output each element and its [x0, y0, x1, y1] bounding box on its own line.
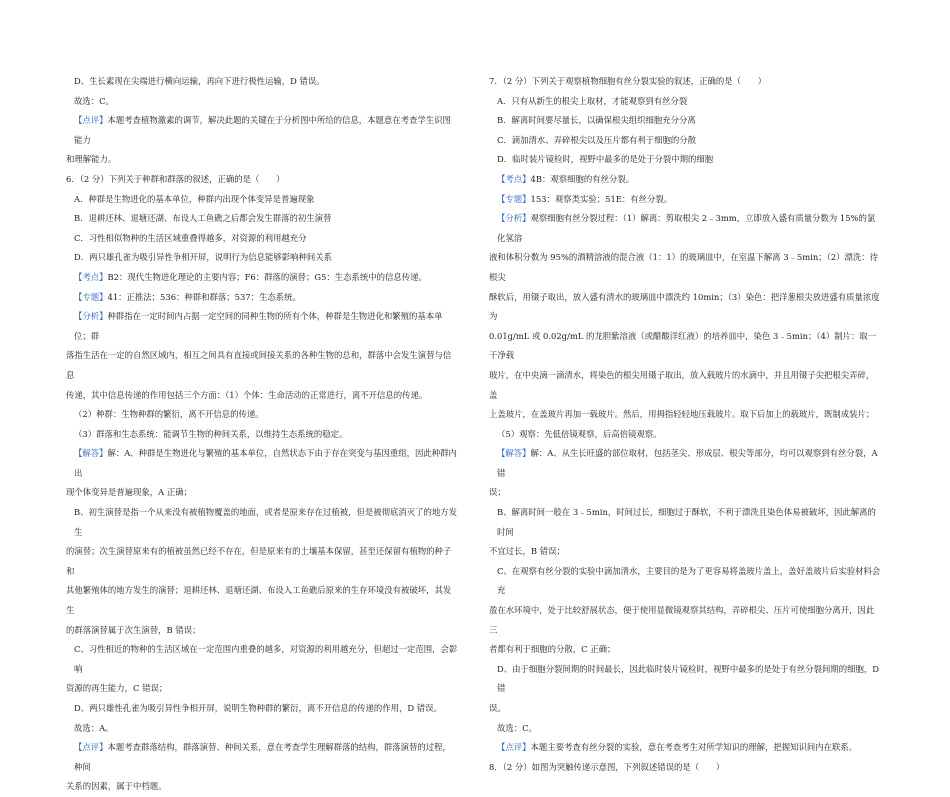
text-line [489, 366, 881, 405]
line-text: 盈在水环境中，处于比较舒展状态，便于使用显微镜观察其结构，弄碎根尖、压片可使细胞分离开，因此三 [489, 605, 875, 635]
section-tag: 【解答】 [74, 448, 108, 459]
line-text: 不宜过长，B 错误； [489, 546, 565, 557]
text-line [66, 581, 458, 620]
line-text: 4B：观察细胞的有丝分裂。 [530, 173, 635, 184]
left-column [66, 72, 458, 797]
line-text: 和理解能力。 [66, 154, 117, 165]
text-line [66, 288, 458, 308]
line-text: 的群落演替属于次生演替，B 错误； [66, 624, 201, 635]
text-line [66, 699, 458, 719]
text-line [66, 777, 458, 797]
line-text: 本题主要考查有丝分裂的实验，意在考查考生对所学知识的理解，把握知识间内在联系。 [530, 742, 858, 753]
line-text: A．种群是生物进化的基本单位，种群内出现个体变异是普遍现象 [74, 193, 315, 204]
text-line [489, 425, 881, 445]
line-text: 其他繁殖体的地方发生的演替；退耕还林、退塘还湖、布设人工鱼礁后原来的生存环境没有被破坏，其发生 [66, 585, 452, 616]
text-line [489, 92, 881, 112]
line-text: 6．（2 分）下列关于种群和群落的叙述，正确的是（ ） [66, 173, 285, 184]
line-text: B2：现代生物进化理论的主要内容；F6：群落的演替；G5：生态系统中的信息传递。 [107, 271, 427, 282]
text-line [489, 327, 881, 366]
text-line [66, 425, 458, 445]
text-line [66, 621, 458, 641]
text-line [489, 72, 881, 92]
section-tag: 【分析】 [74, 311, 108, 322]
text-line [66, 679, 458, 699]
text-line [66, 72, 458, 92]
text-line [66, 209, 458, 229]
text-line [489, 758, 881, 778]
line-text: 上盖玻片，在盖玻片再加一载玻片。然后，用拇指轻轻地压载玻片。取下后加上的载玻片，既制成装片； [489, 409, 875, 420]
text-line [489, 601, 881, 640]
text-line [489, 640, 881, 660]
text-line [489, 660, 881, 699]
text-line [489, 699, 881, 719]
text-line [489, 111, 881, 131]
line-text: 解：A、种群是生物进化与繁殖的基本单位，自然状态下由于存在突变与基因重组，因此种群内出 [74, 448, 457, 478]
line-text: 故选：A。 [74, 722, 114, 733]
text-line [489, 719, 881, 739]
section-tag: 【分析】 [497, 213, 531, 224]
text-line [66, 542, 458, 581]
line-text: 误； [489, 487, 506, 498]
section-tag: 【专题】 [74, 291, 108, 302]
line-text: 误。 [489, 703, 506, 713]
line-text: B．解离时间要尽量长，以确保根尖组织细胞充分分离 [497, 115, 696, 126]
line-text: 酥软后，用镊子取出，放入盛有清水的玻璃皿中漂洗约 10min；（3）染色：把洋葱根尖放进盛有质量浓度为 [489, 291, 880, 322]
section-tag: 【点评】 [74, 742, 108, 753]
text-line [489, 209, 881, 248]
line-text: 现个体变异是普遍现象，A 正确； [66, 487, 192, 498]
line-text: 观察细胞有丝分裂过程：（1）解离：剪取根尖 2﹣3mm，立即放入盛有质量分数为 15%的氯化氢溶 [497, 213, 876, 243]
text-line [66, 229, 458, 249]
line-text: 落指生活在一定的自然区域内，相互之间具有直接或间接关系的各种生物的总和，群落中会发生演替与信息 [66, 350, 452, 380]
text-line [489, 562, 881, 601]
line-text: 8．（2 分）如图为突触传递示意图，下列叙述错误的是（ ） [489, 761, 725, 772]
text-line [489, 288, 881, 327]
text-line [66, 190, 458, 210]
line-text: 本题考查群落结构，群落演替、种间关系，意在考查学生理解群落的结构，群落演替的过程，种间 [74, 742, 451, 772]
line-text: D、两只雄性孔雀为吸引异性争相开屏，说明生物种群的繁衍，离不开信息的传递的作用，D 错误。 [74, 703, 442, 713]
section-tag: 【解答】 [497, 448, 531, 459]
line-text: A．只有从新生的根尖上取材，才能观察到有丝分裂 [497, 95, 688, 106]
section-tag: 【考点】 [497, 173, 531, 184]
line-text: （5）观察：先低倍镜观察，后高倍镜观察。 [497, 428, 662, 439]
line-text: 153：观察类实验；51E：有丝分裂。 [530, 193, 673, 204]
text-line [489, 248, 881, 287]
text-line [66, 248, 458, 268]
text-line [489, 190, 881, 210]
text-line [66, 444, 458, 483]
line-text: 资源的再生能力，C 错误； [66, 683, 168, 694]
section-tag: 【点评】 [74, 115, 108, 126]
text-line [66, 170, 458, 190]
line-text: B、解离时间一般在 3﹣5min，时间过长，细胞过于酥软，不利于漂洗且染色体易被破坏，因此解离的时间 [497, 507, 876, 537]
line-text: C、在观察有丝分裂的实验中滴加清水，主要目的是为了更容易将盖玻片盖上，盖好盖玻片后实验材料会充 [497, 565, 881, 596]
text-line [489, 503, 881, 542]
line-text: 故选：C。 [497, 722, 537, 733]
line-text: 故选：C。 [74, 95, 114, 106]
section-tag: 【考点】 [74, 271, 108, 282]
text-line [66, 150, 458, 170]
text-line [489, 444, 881, 483]
text-line [489, 405, 881, 425]
text-line [66, 719, 458, 739]
line-text: 者都有利于细胞的分散，C 正确； [489, 644, 616, 655]
line-text: B．退耕还林、退塘还湖、布设人工鱼礁之后都会发生群落的初生演替 [74, 213, 332, 224]
line-text: （3）群落和生态系统：能调节生物的种间关系，以维持生态系统的稳定。 [74, 428, 348, 439]
line-text: D．两只雄孔雀为吸引异性争相开屏，说明行为信息能够影响种间关系 [74, 252, 332, 263]
text-line [66, 405, 458, 425]
text-line [489, 542, 881, 562]
line-text: 0.01g/mL 或 0.02g/mL 的龙胆紫溶液（或醋酸洋红液）的培养皿中，染色 3﹣5min；（4）制片：取一干净载 [489, 330, 877, 361]
line-text: 传递，其中信息传递的作用包括三个方面：（1）个体：生命活动的正常进行，离不开信息的传递。 [66, 389, 428, 400]
line-text: C、习性相近的物种的生活区域在一定范围内重叠的越多，对资源的利用越充分，但超过一定范围，会影响 [74, 644, 458, 674]
section-tag: 【专题】 [497, 193, 531, 204]
line-text: C．习性相似物种的生活区域重叠得越多，对资源的利用越充分 [74, 232, 307, 243]
line-text: 41：正推法；536：种群和群落；537：生态系统。 [107, 291, 301, 302]
text-line [66, 386, 458, 406]
line-text: （2）种群：生物种群的繁衍，离不开信息的传递。 [74, 409, 264, 420]
line-text: D．临时装片镜检时，视野中最多的是处于分裂中期的细胞 [497, 154, 714, 165]
text-line [66, 503, 458, 542]
text-line [66, 92, 458, 112]
line-text: 的演替；次生演替原来有的植被虽然已经不存在，但是原来有的土壤基本保留，甚至还保留有植物的种子和 [66, 546, 452, 576]
line-text: 液和体积分数为 95%的酒精溶液的混合液（1：1）的玻璃皿中，在室温下解离 3﹣5min；（2）漂洗：待根尖 [489, 252, 879, 282]
text-line [66, 268, 458, 288]
text-line [66, 483, 458, 503]
line-text: 7．（2 分）下列关于观察植物细胞有丝分裂实验的叙述，正确的是（ ） [489, 76, 767, 86]
text-line [66, 111, 458, 150]
text-line [489, 150, 881, 170]
line-text: D、生长素现在尖端进行横向运输，再向下进行极性运输，D 错误。 [74, 76, 325, 86]
line-text: 种群指在一定时间内占据一定空间的同种生物的所有个体，种群是生物进化和繁殖的基本单位；群 [74, 311, 443, 341]
text-line [489, 131, 881, 151]
line-text: 关系的因素，属于中档题。 [66, 781, 167, 792]
section-tag: 【点评】 [497, 742, 531, 753]
text-line [66, 346, 458, 385]
line-text: C．滴加清水、弄碎根尖以及压片都有利于细胞的分散 [497, 134, 697, 145]
line-text: B、初生演替是指一个从来没有被植物覆盖的地面，或者是原来存在过植被，但是被彻底消灭了的地方发生 [74, 507, 458, 537]
text-line [489, 170, 881, 190]
line-text: D、由于细胞分裂间期的时间最长，因此临时装片镜检时，视野中最多的是处于有丝分裂间期的细胞，D 错 [497, 663, 879, 694]
line-text: 玻片，在中央滴一滴清水，将染色的根尖用镊子取出，放入载玻片的水滴中，并且用镊子尖把根尖弄碎，盖 [489, 369, 875, 400]
text-line [66, 738, 458, 777]
line-text: 本题考查植物激素的调节，解决此题的关键在于分析图中所给的信息，本题意在考查学生识图能力 [74, 115, 451, 145]
line-text: 解：A、从生长旺盛的部位取材，包括茎尖、形成层、根尖等部分，均可以观察到有丝分裂，A 错 [497, 448, 878, 478]
text-line [66, 640, 458, 679]
text-line [489, 483, 881, 503]
text-line [66, 307, 458, 346]
text-line [489, 738, 881, 758]
